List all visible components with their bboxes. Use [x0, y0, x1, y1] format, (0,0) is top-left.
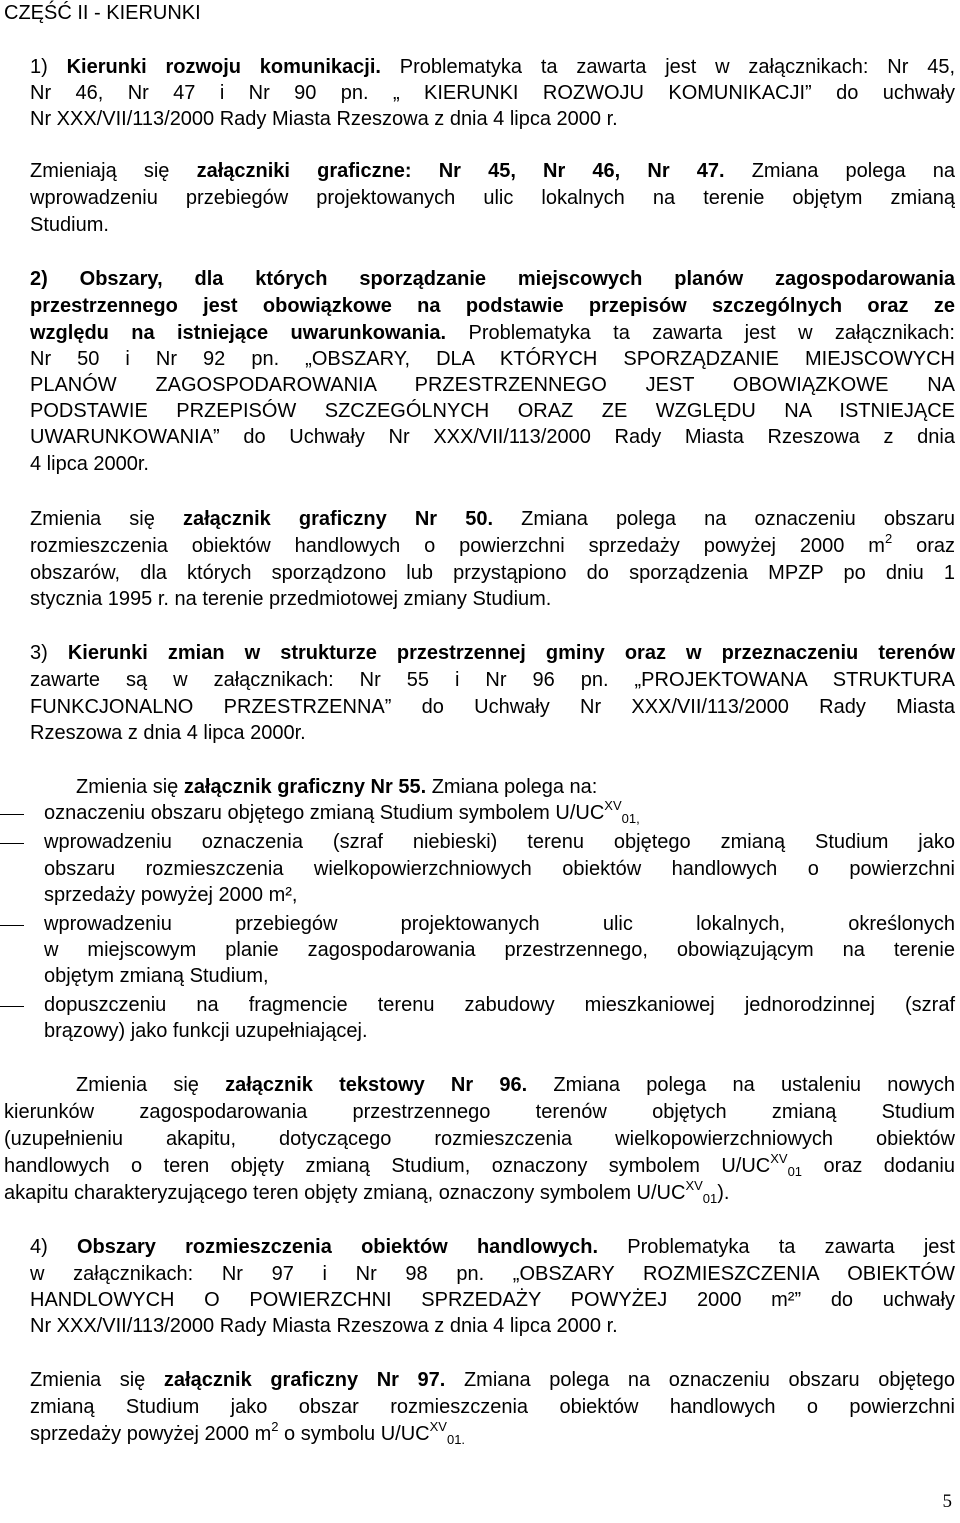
section-2-line-4: Nr 50 i Nr 92 pn. „OBSZARY, DLA KTÓRYCH SPORZĄDZANIE MIEJSCOWYCH — [30, 348, 955, 370]
section-3-line-2: zawarte są w załącznikach: Nr 55 i Nr 96 pn. „PROJEKTOWANA STRUKTURA — [30, 669, 955, 691]
section-2-line-8: 4 lipca 2000r. — [30, 453, 149, 475]
section-1-change-line-2: wprowadzeniu przebiegów projektowanych ulic lokalnych na terenie objętym zmianą — [30, 187, 955, 209]
section-4-change-line-2: zmianą Studium jako obszar rozmieszczenia obiektów handlowych o powierzchni — [30, 1396, 955, 1418]
section-2-heading-line-1: 2) Obszary, dla których sporządzanie miejscowych planów zagospodarowania — [30, 268, 955, 290]
bullet-dash-2 — [0, 843, 24, 844]
bullet-dash-4 — [0, 1006, 24, 1007]
bullet-1: oznaczeniu obszaru objętego zmianą Studium symbolem $U/UC^{XV}_{01,}$ — [44, 798, 640, 826]
bullet-4-line-1: dopuszczeniu na fragmencie terenu zabudowy mieszkaniowej jednorodzinnej (szraf — [44, 994, 955, 1016]
bullet-2-line-1: wprowadzeniu oznaczenia (szraf niebieski) terenu objętego zmianą Studium jako — [44, 831, 955, 853]
section-3-change-intro: Zmienia się załącznik graficzny Nr 55. Zmiana polega na: — [76, 776, 598, 798]
section-2-line-3: względu na istniejące uwarunkowania. Problematyka ta zawarta jest w załącznikach: — [30, 322, 955, 344]
bullet-2-line-3: sprzedaży powyżej 2000 m², — [44, 884, 298, 906]
section-3-text-change-line-2: kierunków zagospodarowania przestrzennego terenów objętych zmianą Studium — [4, 1101, 955, 1123]
section-1-change-line-1: Zmieniają się załączniki graficzne: Nr 45, Nr 46, Nr 47. Zmiana polega na — [30, 160, 956, 182]
section-2-change-line-2: rozmieszczenia obiektów handlowych o powierzchni sprzedaży powyżej 2000 $m^2$ oraz — [30, 531, 956, 557]
bullet-3-line-3: objętym zmianą Studium, — [44, 965, 269, 987]
section-2-heading-line-2: przestrzennego jest obowiązkowe na podstawie przepisów szczególnych oraz ze — [30, 295, 955, 317]
section-4-line-1: 4) Obszary rozmieszczenia obiektów handlowych. Problematyka ta zawarta jest — [30, 1236, 955, 1258]
section-2-line-7: UWARUNKOWANIA” do Uchwały Nr XXX/VII/113/2000 Rady Miasta Rzeszowa z dnia — [30, 426, 955, 448]
bullet-dash-3 — [0, 925, 24, 926]
section-3-text-change-line-4: handlowych o teren objęty zmianą Studium, oznaczony symbolem $U/UC^{XV}_{01}$ oraz dodaniu — [4, 1151, 955, 1179]
section-4-line-2: w załącznikach: Nr 97 i Nr 98 pn. „OBSZARY ROZMIESZCZENIA OBIEKTÓW — [30, 1263, 955, 1285]
section-2-change-line-4: stycznia 1995 r. na terenie przedmiotowej zmiany Studium. — [30, 588, 552, 610]
section-2-change-line-1: Zmienia się załącznik graficzny Nr 50. Zmiana polega na oznaczeniu obszaru — [30, 508, 955, 530]
section-2-line-6: PODSTAWIE PRZEPISÓW SZCZEGÓLNYCH ORAZ ZE WZGLĘDU NA ISTNIEJĄCE — [30, 400, 955, 422]
section-1-line-3: Nr XXX/VII/113/2000 Rady Miasta Rzeszowa z dnia 4 lipca 2000 r. — [30, 108, 618, 130]
section-3-heading: Kierunki zmian w strukturze przestrzennej gminy oraz w przeznaczeniu terenów — [67, 642, 955, 664]
section-2-line-5: PLANÓW ZAGOSPODAROWANIA PRZESTRZENNEGO JEST OBOWIĄZKOWE NA — [30, 374, 955, 396]
section-1-line-1: 1) Kierunki rozwoju komunikacji. Problematyka ta zawarta jest w załącznikach: Nr 45, — [30, 56, 956, 78]
bullet-3-line-2: w miejscowym planie zagospodarowania przestrzennego, obowiązującym na terenie — [44, 939, 955, 961]
section-2-change-line-3: obszarów, dla których sporządzono lub przystąpiono do sporządzenia MPZP po dniu 1 — [30, 562, 955, 584]
bullet-3-line-1: wprowadzeniu przebiegów projektowanych ulic lokalnych, określonych — [44, 913, 955, 935]
section-1-heading: Kierunki rozwoju komunikacji. — [66, 56, 381, 78]
page-header: CZĘŚĆ II - KIERUNKI — [4, 2, 201, 24]
section-4-change-line-3: sprzedaży powyżej 2000 $m^2$ o symbolu $U/UC^{XV}_{01.}$ — [30, 1419, 466, 1447]
section-3-text-change-line-5: akapitu charakteryzującego teren objęty zmianą, oznaczony symbolem $U/UC^{XV}_{01}$). — [4, 1178, 730, 1206]
section-4-change-line-1: Zmienia się załącznik graficzny Nr 97. Zmiana polega na oznaczeniu obszaru objętego — [30, 1369, 956, 1391]
section-3-line-3: FUNKCJONALNO PRZESTRZENNA” do Uchwały Nr XXX/VII/113/2000 Rady Miasta — [30, 696, 955, 718]
section-4-line-3: HANDLOWYCH O POWIERZCHNI SPRZEDAŻY POWYŻEJ 2000 m²” do uchwały — [30, 1289, 955, 1311]
bullet-2-line-2: obszaru rozmieszczenia wielkopowierzchniowych obiektów handlowych o powierzchni — [44, 858, 955, 880]
section-3-text-change-line-3: (uzupełnieniu akapitu, dotyczącego rozmieszczenia wielkopowierzchniowych obiektów — [4, 1128, 955, 1150]
section-1-change-line-3: Studium. — [30, 214, 109, 236]
section-4-line-4: Nr XXX/VII/113/2000 Rady Miasta Rzeszowa z dnia 4 lipca 2000 r. — [30, 1315, 618, 1337]
page-number: 5 — [942, 1491, 952, 1512]
section-4-heading: Obszary rozmieszczenia obiektów handlowych. — [77, 1236, 599, 1258]
section-3-line-1: 3) Kierunki zmian w strukturze przestrzennej gminy oraz w przeznaczeniu terenów — [30, 642, 955, 664]
bullet-dash-1 — [0, 814, 24, 815]
section-1-line-2: Nr 46, Nr 47 i Nr 90 pn. „ KIERUNKI ROZWOJU KOMUNIKACJI” do uchwały — [30, 82, 955, 104]
section-3-line-4: Rzeszowa z dnia 4 lipca 2000r. — [30, 722, 306, 744]
bullet-4-line-2: brązowy) jako funkcji uzupełniającej. — [44, 1020, 368, 1042]
section-3-text-change-line-1: Zmienia się załącznik tekstowy Nr 96. Zmiana polega na ustaleniu nowych — [76, 1074, 956, 1096]
